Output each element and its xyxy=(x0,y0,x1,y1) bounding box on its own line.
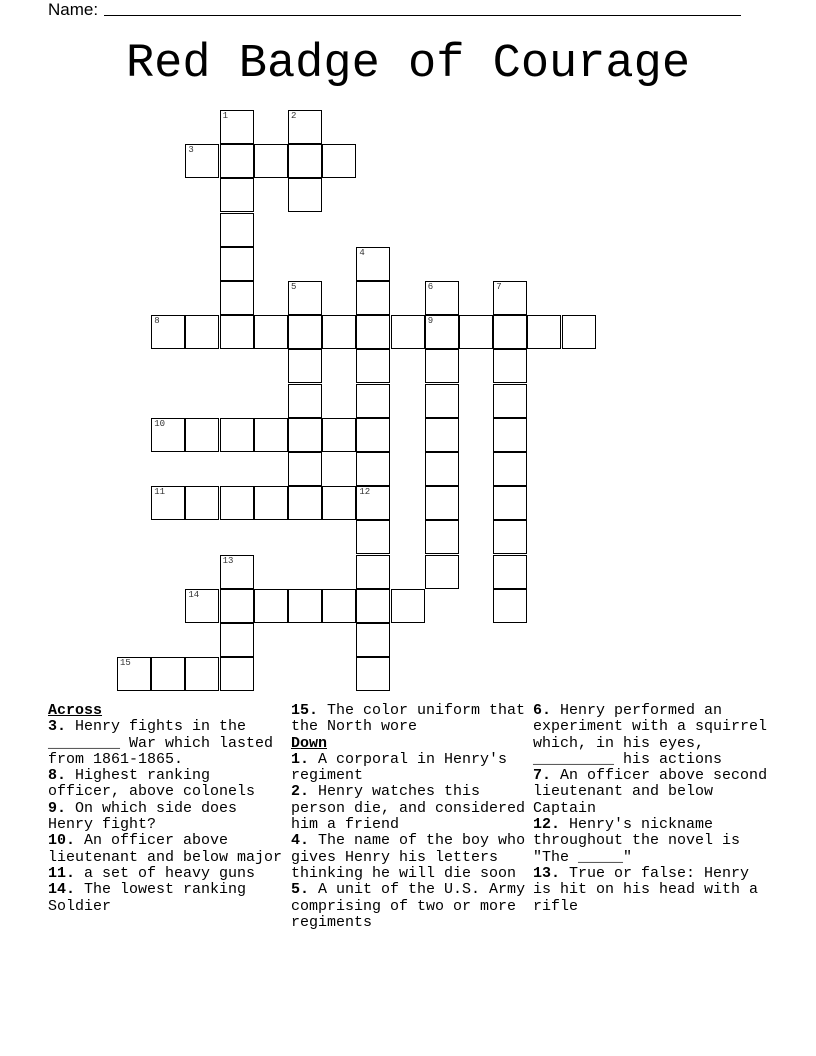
clue-number: 5. xyxy=(291,881,310,899)
grid-cell[interactable] xyxy=(425,281,459,315)
clue-text: A unit of the U.S. Army comprising of two or more regiments xyxy=(291,881,526,931)
clue-number: 9. xyxy=(48,799,67,817)
clue-down-13 xyxy=(533,866,771,915)
grid-cell[interactable] xyxy=(151,418,185,452)
grid-cell[interactable] xyxy=(288,418,322,452)
cell-number: 12 xyxy=(359,487,371,498)
grid-cell[interactable] xyxy=(425,520,459,554)
grid-cell[interactable] xyxy=(322,315,356,349)
grid-cell[interactable] xyxy=(288,281,322,315)
grid-cell[interactable] xyxy=(459,315,493,349)
clue-column-2 xyxy=(291,703,529,931)
grid-cell[interactable] xyxy=(493,384,527,418)
grid-cell[interactable] xyxy=(493,315,527,349)
cell-number: 5 xyxy=(291,282,297,292)
grid-cell[interactable] xyxy=(254,144,288,178)
grid-cell[interactable] xyxy=(220,110,254,144)
grid-cell[interactable] xyxy=(322,418,356,452)
grid-cell[interactable] xyxy=(254,315,288,349)
grid-cell[interactable] xyxy=(356,555,390,589)
clue-number: 3. xyxy=(48,718,67,736)
cell-number: 4 xyxy=(359,247,365,258)
grid-cell[interactable] xyxy=(220,657,254,691)
grid-cell[interactable] xyxy=(356,623,390,657)
grid-cell[interactable] xyxy=(220,144,254,178)
name-label: Name: xyxy=(48,0,99,19)
grid-cell[interactable] xyxy=(288,452,322,486)
cell-number: 13 xyxy=(222,555,234,566)
grid-cell[interactable] xyxy=(288,178,322,212)
grid-cell[interactable] xyxy=(220,418,254,452)
grid-cell[interactable] xyxy=(185,418,219,452)
grid-cell[interactable] xyxy=(493,486,527,520)
clue-across-9 xyxy=(48,801,286,834)
down-heading: Down xyxy=(291,734,328,752)
grid-cell[interactable] xyxy=(356,520,390,554)
clue-number: 15. xyxy=(291,702,319,719)
grid-cell[interactable] xyxy=(254,418,288,452)
grid-cell[interactable] xyxy=(562,315,596,349)
grid-cell[interactable] xyxy=(527,315,561,349)
grid-cell[interactable] xyxy=(254,589,288,623)
clue-text: The name of the boy who gives Henry his letters thinking he will die soon xyxy=(291,832,526,882)
grid-cell[interactable] xyxy=(288,144,322,178)
grid-cell[interactable] xyxy=(151,657,185,691)
cell-number: 8 xyxy=(154,316,160,327)
grid-cell[interactable] xyxy=(493,452,527,486)
grid-cell[interactable] xyxy=(288,110,322,144)
clue-number: 12. xyxy=(533,816,561,834)
grid-cell[interactable] xyxy=(356,349,390,383)
cell-number: 6 xyxy=(427,282,434,292)
puzzle-title: Red Badge of Courage xyxy=(125,38,691,91)
clue-text: The lowest ranking Soldier xyxy=(48,881,247,915)
grid-cell[interactable] xyxy=(493,520,527,554)
grid-cell[interactable] xyxy=(425,452,459,486)
clue-number: 4. xyxy=(291,832,310,850)
clue-down-6 xyxy=(533,703,771,768)
clue-text: Henry performed an experiment with a squirrel which, in his eyes, _________ his actions xyxy=(533,702,768,768)
clue-number: 2. xyxy=(291,783,310,801)
grid-cell[interactable] xyxy=(425,384,459,418)
grid-cell[interactable] xyxy=(220,178,254,212)
grid-cell[interactable] xyxy=(151,315,185,349)
grid-cell[interactable] xyxy=(322,144,356,178)
grid-cell[interactable] xyxy=(356,281,390,315)
clue-across-15 xyxy=(291,703,529,736)
grid-cell[interactable] xyxy=(322,589,356,623)
grid-cell[interactable] xyxy=(322,486,356,520)
grid-cell[interactable] xyxy=(185,315,219,349)
cell-number: 11 xyxy=(154,487,165,498)
grid-cell[interactable] xyxy=(220,315,254,349)
grid-cell[interactable] xyxy=(220,247,254,281)
cell-number: 10 xyxy=(154,418,165,429)
grid-cell[interactable] xyxy=(185,657,219,691)
grid-cell[interactable] xyxy=(391,315,425,349)
clue-down-4 xyxy=(291,833,529,882)
clue-across-10 xyxy=(48,833,286,866)
grid-cell[interactable] xyxy=(356,589,390,623)
grid-cell[interactable] xyxy=(220,589,254,623)
grid-cell[interactable] xyxy=(254,486,288,520)
cell-number: 15 xyxy=(120,658,131,669)
cell-number: 1 xyxy=(222,111,228,121)
clue-across-8 xyxy=(48,768,286,801)
grid-cell[interactable] xyxy=(220,213,254,247)
clue-number: 13. xyxy=(533,864,561,882)
cell-number: 14 xyxy=(188,589,200,600)
grid-cell[interactable] xyxy=(356,247,390,281)
clue-column-3 xyxy=(533,703,771,915)
clue-text: An officer above second lieutenant and below Captain xyxy=(533,767,768,817)
clue-down-5 xyxy=(291,882,529,931)
clue-text: Highest ranking officer, above colonels xyxy=(48,767,256,801)
grid-cell[interactable] xyxy=(185,589,219,623)
grid-cell[interactable] xyxy=(356,486,390,520)
grid-cell[interactable] xyxy=(220,486,254,520)
clue-text: Henry fights in the ________ War which lasted from 1861-1865. xyxy=(48,718,274,768)
grid-cell[interactable] xyxy=(117,657,151,691)
clue-number: 10. xyxy=(48,832,76,850)
clue-number: 14. xyxy=(48,881,76,899)
grid-cell[interactable] xyxy=(356,315,390,349)
grid-cell[interactable] xyxy=(391,589,425,623)
clue-across-3 xyxy=(48,719,286,768)
grid-cell[interactable] xyxy=(185,486,219,520)
grid-cell[interactable] xyxy=(288,589,322,623)
grid-cell[interactable] xyxy=(425,418,459,452)
grid-cell[interactable] xyxy=(493,589,527,623)
clue-number: 8. xyxy=(48,767,67,785)
clue-down-7 xyxy=(533,768,771,817)
grid-cell[interactable] xyxy=(493,349,527,383)
clue-text: The color uniform that the North wore xyxy=(291,702,526,736)
clue-text: a set of heavy guns xyxy=(84,864,256,882)
clue-down-2 xyxy=(291,784,529,833)
across-heading: Across xyxy=(48,702,103,719)
clue-across-11 xyxy=(48,866,286,882)
grid-cell[interactable] xyxy=(356,384,390,418)
clue-column-1 xyxy=(48,703,286,915)
grid-cell[interactable] xyxy=(220,555,254,589)
clue-text: Henry's nickname throughout the novel is "The _____" xyxy=(533,816,741,866)
grid-cell[interactable] xyxy=(288,486,322,520)
clue-text: On which side does Henry fight? xyxy=(48,799,238,834)
grid-cell[interactable] xyxy=(356,657,390,691)
clue-number: 6. xyxy=(533,702,552,719)
cell-number: 2 xyxy=(291,111,297,121)
clue-text: Henry watches this person die, and considered him a friend xyxy=(291,783,526,834)
clue-across-14 xyxy=(48,882,286,915)
grid-cell[interactable] xyxy=(425,555,459,589)
clue-number: 7. xyxy=(533,767,552,785)
grid-cell[interactable] xyxy=(425,315,459,349)
grid-cell[interactable] xyxy=(185,144,219,178)
clue-number: 11. xyxy=(48,864,76,882)
clue-text: True or false: Henry is hit on his head with a rifle xyxy=(533,864,759,915)
cell-number: 7 xyxy=(496,282,502,292)
clue-number: 1. xyxy=(291,750,310,768)
clue-text: A corporal in Henry's regiment xyxy=(291,750,508,785)
grid-cell[interactable] xyxy=(356,418,390,452)
grid-cell[interactable] xyxy=(425,486,459,520)
grid-cell[interactable] xyxy=(288,315,322,349)
grid-cell[interactable] xyxy=(425,349,459,383)
grid-cell[interactable] xyxy=(493,418,527,452)
grid-cell[interactable] xyxy=(288,384,322,418)
cell-number: 3 xyxy=(188,145,194,156)
clue-down-1 xyxy=(291,752,529,785)
grid-cell[interactable] xyxy=(151,486,185,520)
grid-cell[interactable] xyxy=(220,623,254,657)
grid-cell[interactable] xyxy=(288,349,322,383)
clue-text: An officer above lieutenant and below major xyxy=(48,832,283,866)
grid-cell[interactable] xyxy=(493,281,527,315)
grid-cell[interactable] xyxy=(493,555,527,589)
grid-cell[interactable] xyxy=(356,452,390,486)
grid-cell[interactable] xyxy=(220,281,254,315)
cell-number: 9 xyxy=(427,316,434,327)
clue-down-12 xyxy=(533,817,771,866)
